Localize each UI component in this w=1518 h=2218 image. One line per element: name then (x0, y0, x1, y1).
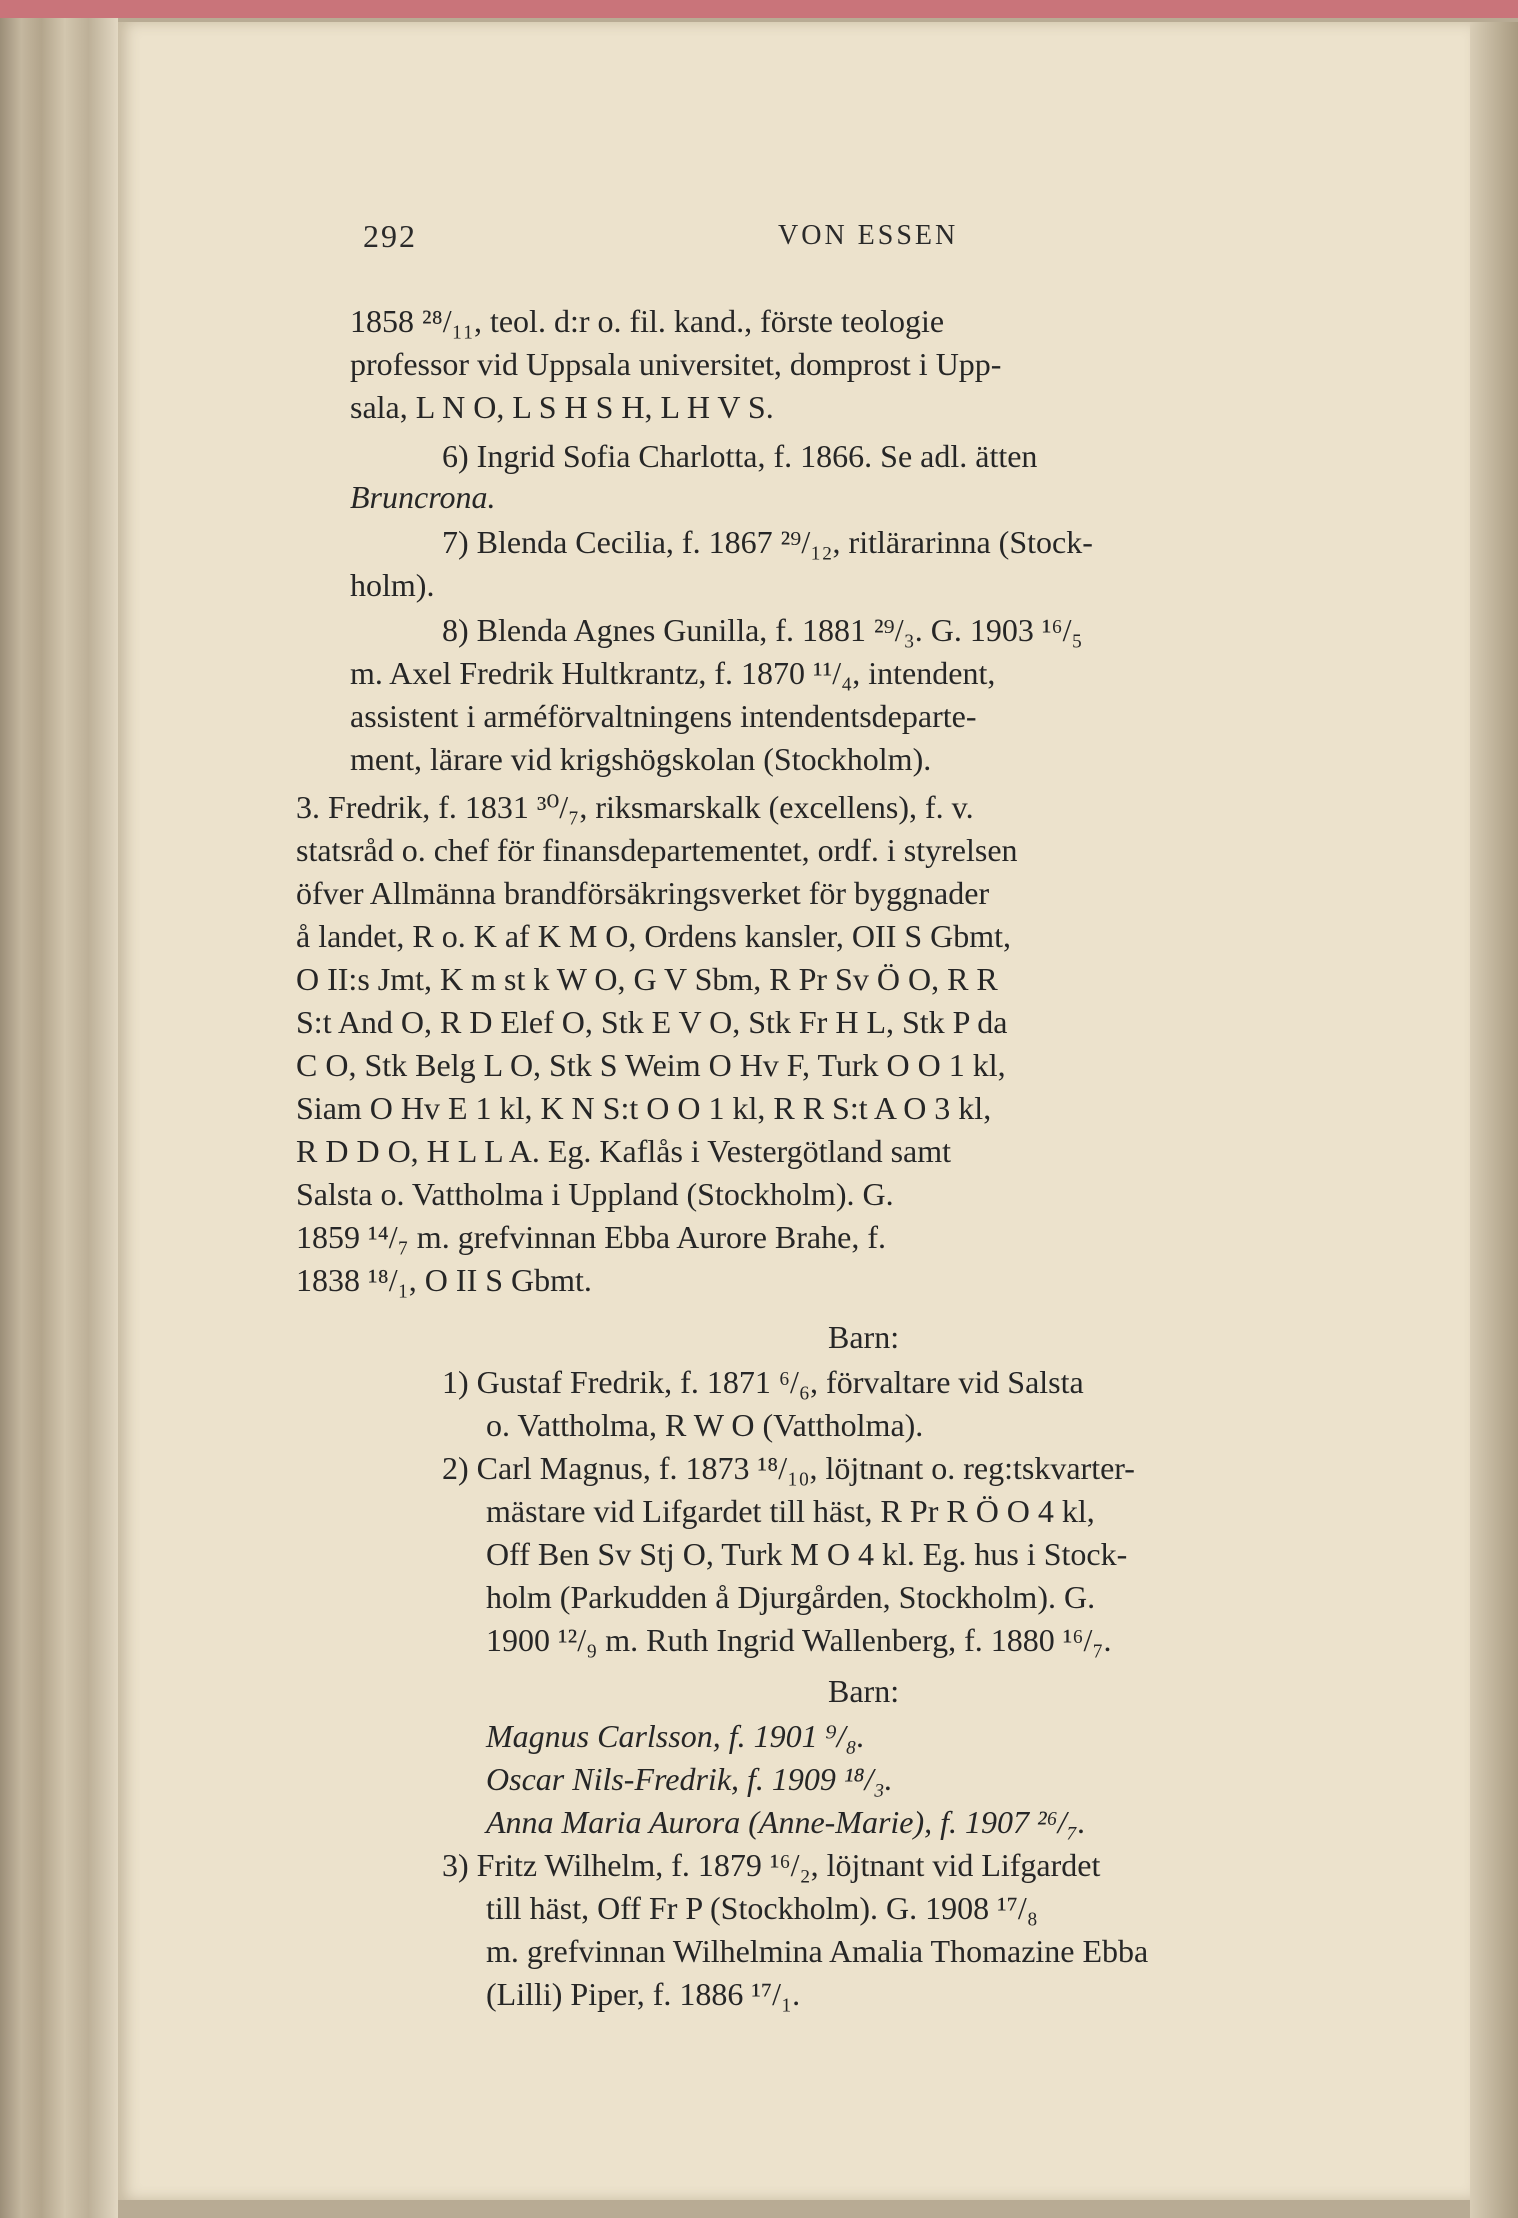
text-line: 3) Fritz Wilhelm, f. 1879 ¹⁶/₂, löjtnant vid Lifgardet (442, 1847, 1101, 1883)
text-line: O II:s Jmt, K m st k W O, G V Sbm, R Pr Sv Ö O, R R (296, 961, 998, 997)
text-line: Siam O Hv E 1 kl, K N S:t O O 1 kl, R R S:t A O 3 kl, (296, 1090, 992, 1126)
text-line: Salsta o. Vattholma i Uppland (Stockholm). G. (296, 1176, 894, 1212)
text-line: Oscar Nils-Fredrik, f. 1909 ¹⁸/₃. (486, 1761, 893, 1797)
text-line: Bruncrona. (350, 479, 496, 515)
text-line: C O, Stk Belg L O, Stk S Weim O Hv F, Turk O O 1 kl, (296, 1047, 1006, 1083)
text-line: o. Vattholma, R W O (Vattholma). (486, 1407, 924, 1443)
text-line: ment, lärare vid krigshögskolan (Stockholm). (350, 741, 932, 777)
page-header (118, 218, 1470, 252)
text-line: 8) Blenda Agnes Gunilla, f. 1881 ²⁹/₃. G. 1903 ¹⁶/₅ (442, 612, 1083, 648)
page-number: 292 (363, 218, 417, 254)
text-line: holm). (350, 567, 435, 603)
text-line: Magnus Carlsson, f. 1901 ⁹/₈. (486, 1718, 865, 1754)
text-line: statsråd o. chef för finansdepartementet, ordf. i styrelsen (296, 832, 1018, 868)
text-line: 1859 ¹⁴/₇ m. grefvinnan Ebba Aurore Brahe, f. (296, 1219, 886, 1255)
text-line: öfver Allmänna brandförsäkringsverket för byggnader (296, 875, 990, 911)
text-line: 7) Blenda Cecilia, f. 1867 ²⁹/₁₂, ritlärarinna (Stock- (442, 524, 1093, 560)
text-line: sala, L N O, L S H S H, L H V S. (350, 389, 774, 425)
text-line: assistent i arméförvaltningens intendentsdeparte- (350, 698, 977, 734)
text-line: holm (Parkudden å Djurgården, Stockholm). G. (486, 1579, 1096, 1615)
text-line: å landet, R o. K af K M O, Ordens kansler, OII S Gbmt, (296, 918, 1012, 954)
running-title: VON ESSEN (778, 220, 959, 251)
text-line: 1900 ¹²/₉ m. Ruth Ingrid Wallenberg, f. 1880 ¹⁶/₇. (486, 1622, 1112, 1658)
text-line: (Lilli) Piper, f. 1886 ¹⁷/₁. (486, 1976, 801, 2012)
text-line: 2) Carl Magnus, f. 1873 ¹⁸/₁₀, löjtnant o. reg:tskvarter- (442, 1450, 1135, 1486)
text-line: Off Ben Sv Stj O, Turk M O 4 kl. Eg. hus i Stock- (486, 1536, 1128, 1572)
text-line: 6) Ingrid Sofia Charlotta, f. 1866. Se adl. ätten (442, 438, 1038, 474)
top-edge (0, 0, 1518, 18)
text-line: S:t And O, R D Elef O, Stk E V O, Stk Fr H L, Stk P da (296, 1004, 1008, 1040)
text-line: 1838 ¹⁸/₁, O II S Gbmt. (296, 1262, 592, 1298)
text-line: till häst, Off Fr P (Stockholm). G. 1908 ¹⁷/₈ (486, 1890, 1038, 1926)
text-line: R D D O, H L L A. Eg. Kaflås i Vestergötland samt (296, 1133, 952, 1169)
section-heading: Barn: (828, 1319, 900, 1355)
text-line: 3. Fredrik, f. 1831 ³⁰/₇, riksmarskalk (excellens), f. v. (296, 789, 974, 825)
text-line: m. Axel Fredrik Hultkrantz, f. 1870 ¹¹/₄, intendent, (350, 655, 996, 691)
page-edge (1470, 22, 1518, 2218)
text-line: professor vid Uppsala universitet, domprost i Upp- (350, 346, 1002, 382)
text-line: 1) Gustaf Fredrik, f. 1871 ⁶/₆, förvaltare vid Salsta (442, 1364, 1084, 1400)
book-binding (0, 18, 118, 2218)
text-line: Anna Maria Aurora (Anne-Marie), f. 1907 ²⁶/₇. (486, 1804, 1086, 1840)
text-line: mästare vid Lifgardet till häst, R Pr R Ö O 4 kl, (486, 1493, 1095, 1529)
text-line: 1858 ²⁸/₁₁, teol. d:r o. fil. kand., förste teologie (350, 303, 945, 339)
text-line: m. grefvinnan Wilhelmina Amalia Thomazine Ebba (486, 1933, 1149, 1969)
book-page (118, 22, 1470, 2200)
section-heading: Barn: (828, 1673, 900, 1709)
